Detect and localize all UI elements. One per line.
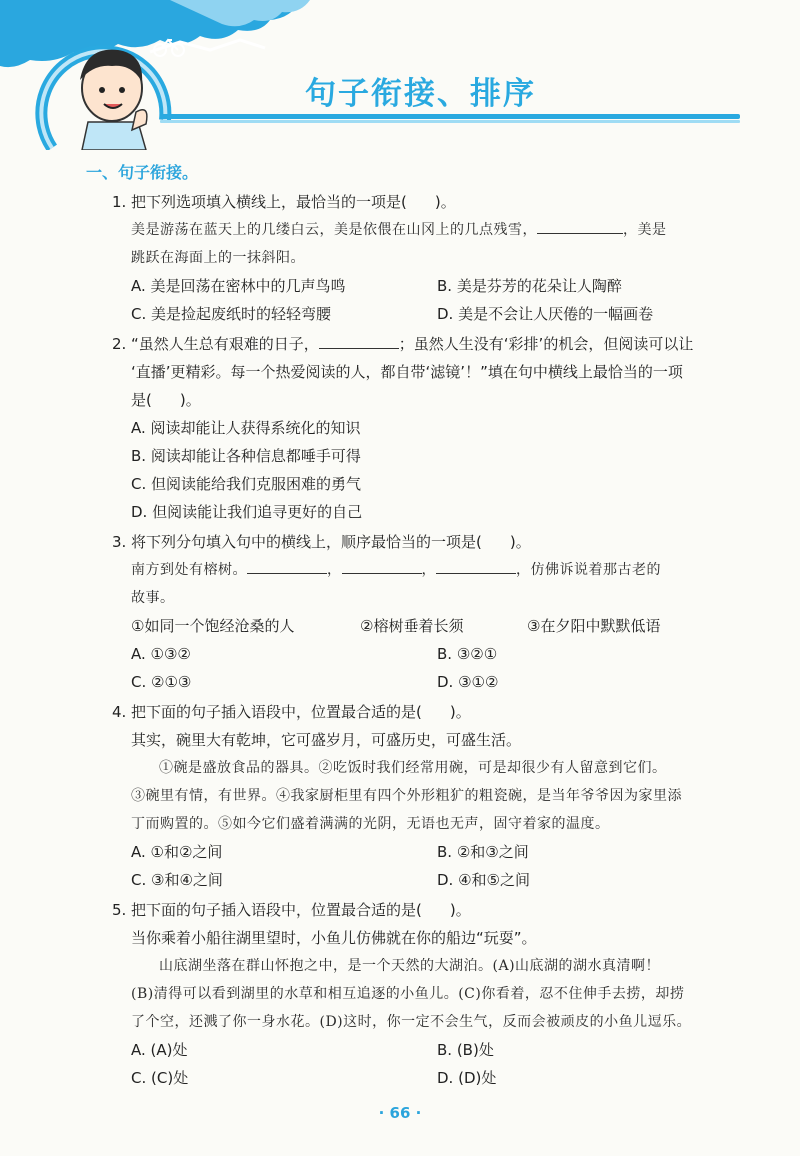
question-1-option-d[interactable]: D. 美是不会让人厌倦的一幅画卷 — [437, 305, 654, 323]
question-5-passage-line-2: (B)清得可以看到湖里的水草和相互追逐的小鱼儿。(C)你看着，忍不住伸手去捞，却捞 — [131, 986, 685, 1002]
question-3-stem-text: 将下列分句填入句中的横线上，顺序最恰当的一项是( — [131, 533, 482, 551]
question-4-option-d[interactable]: D. ④和⑤之间 — [437, 871, 530, 889]
page-title: 句子衔接、排序 — [305, 76, 536, 112]
question-4-option-b[interactable]: B. ②和③之间 — [437, 843, 529, 861]
question-1-stem-text: 把下列选项填入横线上，最恰当的一项是( — [131, 193, 407, 211]
question-4-passage-line-1: ①碗是盛放食品的器具。②吃饭时我们经常用碗，可是却很少有人留意到它们。 — [159, 760, 667, 776]
answer-blank[interactable] — [247, 557, 327, 574]
question-1-number: 1. — [112, 193, 127, 211]
question-5-option-a[interactable]: A. (A)处 — [131, 1041, 188, 1059]
section-title: 一、句子衔接。 — [86, 163, 199, 182]
question-1-stem — [131, 188, 456, 216]
question-3-option-a[interactable]: A. ①③② — [131, 645, 191, 663]
question-5-option-c[interactable]: C. (C)处 — [131, 1069, 189, 1087]
question-4-stem — [131, 698, 471, 726]
question-5-insert-sentence: 当你乘着小船往湖里望时，小鱼儿仿佛就在你的船边“玩耍”。 — [131, 929, 537, 947]
question-2-stem-end: )。 — [179, 391, 201, 409]
question-3-option-b[interactable]: B. ③②① — [437, 645, 498, 663]
question-4-option-c[interactable]: C. ③和④之间 — [131, 871, 223, 889]
question-5-stem-text: 把下面的句子插入语段中，位置最合适的是( — [131, 901, 422, 919]
question-5-passage-line-1: 山底湖坐落在群山怀抱之中，是一个天然的大湖泊。(A)山底湖的湖水真清啊！ — [159, 958, 661, 974]
question-3-option-c[interactable]: C. ②①③ — [131, 673, 192, 691]
question-4-option-a[interactable]: A. ①和②之间 — [131, 843, 223, 861]
question-2-option-c[interactable]: C. 但阅读能给我们克服困难的勇气 — [131, 475, 362, 493]
answer-blank[interactable] — [342, 557, 422, 574]
question-3-number: 3. — [112, 533, 127, 551]
question-4-number: 4. — [112, 703, 127, 721]
question-1-option-a[interactable]: A. 美是回荡在密林中的几声鸟鸣 — [131, 277, 346, 295]
question-2-number: 2. — [112, 335, 127, 353]
question-3-clause-2: ②榕树垂着长须 — [360, 617, 464, 635]
answer-blank[interactable] — [537, 217, 623, 234]
question-2-option-b[interactable]: B. 阅读却能让各种信息都唾手可得 — [131, 447, 361, 465]
question-1-stem-end: )。 — [434, 193, 456, 211]
header-banner — [0, 0, 800, 150]
answer-blank[interactable] — [436, 557, 516, 574]
question-4-insert-sentence: 其实，碗里大有乾坤，它可盛岁月，可盛历史，可盛生活。 — [131, 731, 522, 749]
question-1-passage-mid: ，美是 — [623, 222, 667, 238]
page-number: · 66 · — [378, 1104, 422, 1122]
question-1-passage-text: 美是游荡在蓝天上的几缕白云，美是依偎在山冈上的几点残雪， — [131, 222, 537, 238]
question-2-stem-text-2: ；虽然人生没有‘彩排’的机会，但阅读可以让 — [398, 335, 694, 353]
question-5-passage-line-3: 了个空，还溅了你一身水花。(D)这时，你一定不会生气，反而会被顽皮的小鱼儿逗乐。 — [131, 1014, 692, 1030]
question-2-stem-line-2: ‘直播’更精彩。每一个热爱阅读的人，都自带‘滤镜’！”填在句中横线上最恰当的一项 — [131, 363, 683, 381]
question-3-clause-3: ③在夕阳中默默低语 — [527, 617, 661, 635]
question-3-clause-1: ①如同一个饱经沧桑的人 — [131, 617, 295, 635]
question-1-option-c[interactable]: C. 美是捡起废纸时的轻轻弯腰 — [131, 305, 332, 323]
question-3-stem-end: )。 — [509, 533, 531, 551]
question-4-stem-text: 把下面的句子插入语段中，位置最合适的是( — [131, 703, 422, 721]
question-4-passage-line-3: 丁而购置的。⑤如今它们盛着满满的光阴，无语也无声，固守着家的温度。 — [131, 816, 610, 832]
question-2-stem-line-3 — [131, 386, 201, 414]
question-5-number: 5. — [112, 901, 127, 919]
question-5-stem-end: )。 — [449, 901, 471, 919]
answer-blank[interactable] — [319, 332, 399, 349]
question-3-passage-sep: ， — [421, 562, 436, 578]
question-3-stem — [131, 528, 531, 556]
question-3-passage — [131, 556, 743, 612]
question-2-stem-text: “虽然人生总有艰难的日子， — [131, 335, 319, 353]
question-2-option-a[interactable]: A. 阅读却能让人获得系统化的知识 — [131, 419, 361, 437]
question-2-option-d[interactable]: D. 但阅读能让我们追寻更好的自己 — [131, 503, 363, 521]
question-3-passage-text: 南方到处有榕树。 — [131, 562, 247, 578]
question-3-option-d[interactable]: D. ③①② — [437, 673, 499, 691]
question-3-passage-sep: ， — [327, 562, 342, 578]
question-3-passage-end: ，仿佛诉说着那古老的 — [516, 562, 661, 578]
question-4-stem-end: )。 — [449, 703, 471, 721]
question-5-stem — [131, 896, 471, 924]
question-1-passage-end: 跳跃在海面上的一抹斜阳。 — [131, 250, 305, 266]
question-4-passage-line-2: ③碗里有情，有世界。④我家厨柜里有四个外形粗犷的粗瓷碗，是当年爷爷因为家里添 — [131, 788, 682, 804]
question-1-option-b[interactable]: B. 美是芬芳的花朵让人陶醉 — [437, 277, 622, 295]
question-2-stem-text-3: 是( — [131, 391, 152, 409]
boy-avatar-icon — [80, 50, 147, 150]
question-3-passage-tail: 故事。 — [131, 590, 175, 606]
question-2-stem-line-1 — [131, 330, 693, 358]
question-5-option-b[interactable]: B. (B)处 — [437, 1041, 494, 1059]
question-5-option-d[interactable]: D. (D)处 — [437, 1069, 497, 1087]
question-1-passage — [131, 216, 743, 272]
